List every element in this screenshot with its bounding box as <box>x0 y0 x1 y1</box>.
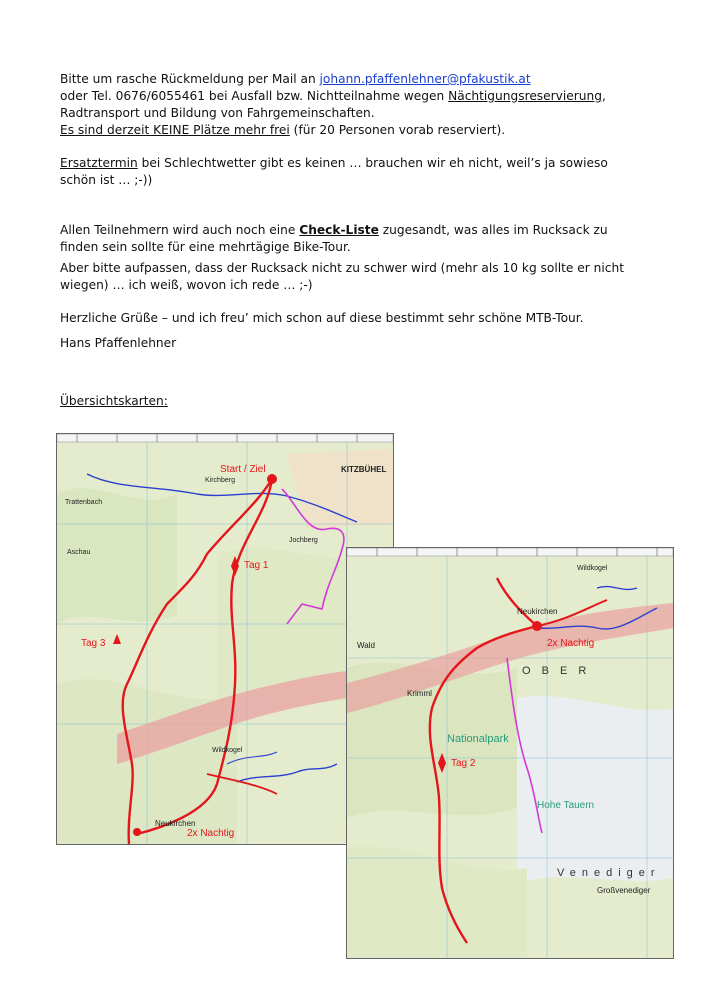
overnight-label-2: 2x Nachtig <box>547 638 595 649</box>
overnight-label: 2x Nachtig <box>187 828 235 839</box>
overnight-marker-2 <box>532 621 542 631</box>
phone-line: oder Tel. 0676/6055461 bei Ausfall bzw. Nichtteilnahme wegen Nächtigungsreservierung, <box>60 89 606 103</box>
grossvenediger-label: Großvenediger <box>597 886 651 895</box>
backup-date-line: Ersatztermin bei Schlechtwetter gibt es keinen … brauchen wir eh nicht, weil’s ja sowieso <box>60 156 608 170</box>
section-heading: Übersichtskarten: <box>60 394 168 408</box>
aschau-label: Aschau <box>67 549 91 556</box>
neukirchen-label: Neukirchen <box>155 819 196 828</box>
start-marker <box>267 474 277 484</box>
transport-line: Radtransport und Bildung von Fahrgemeinschaften. <box>60 106 375 120</box>
overview-map-1 <box>56 433 394 845</box>
jochberg-label: Jochberg <box>289 537 318 544</box>
contact-text: Bitte um rasche Rückmeldung per Mail an <box>60 72 320 86</box>
email-link[interactable]: johann.pfaffenlehner@pfakustik.at <box>319 72 531 86</box>
tag1-label: Tag 1 <box>244 560 269 571</box>
signature: Hans Pfaffenlehner <box>60 336 177 350</box>
backpack-line-2: wiegen) … ich weiß, wovon ich rede … ;-) <box>60 278 313 292</box>
ober-label: O B E R <box>522 665 591 677</box>
backup-date-label: Ersatztermin <box>60 156 138 170</box>
tag2-label: Tag 2 <box>451 758 476 769</box>
greeting-line: Herzliche Grüße – und ich freu’ mich schon auf diese bestimmt sehr schöne MTB-Tour. <box>60 311 584 325</box>
backpack-line: Aber bitte aufpassen, dass der Rucksack nicht zu schwer wird (mehr als 10 kg sollte er nicht <box>60 261 624 275</box>
hohe-tauern-label: Hohe Tauern <box>537 800 595 811</box>
no-places-text: Es sind derzeit KEINE Plätze mehr frei <box>60 123 290 137</box>
neukirchen-label-2: Neukirchen <box>517 607 558 616</box>
phone-text: oder Tel. 0676/6055461 bei Ausfall bzw. Nichtteilnahme wegen <box>60 89 449 103</box>
overview-map-2 <box>346 547 674 959</box>
trattenbach-label: Trattenbach <box>65 499 103 506</box>
kitzbuehel-label: KITZBÜHEL <box>341 465 387 474</box>
weather-joke-line: schön ist … ;-)) <box>60 173 153 187</box>
map-2-canvas <box>347 548 673 958</box>
bike-tour-line: finden sein sollte für eine mehrtägige Bike-Tour. <box>60 240 351 254</box>
krimml-label: Krimml <box>407 689 432 698</box>
tag3-label: Tag 3 <box>81 638 106 649</box>
start-label: Start / Ziel <box>220 464 266 475</box>
overnight-marker <box>133 828 141 836</box>
contact-line <box>60 71 531 88</box>
nationalpark-label: Nationalpark <box>447 733 509 745</box>
reservation-link: Nächtigungsreservierung <box>448 89 602 103</box>
map-1-canvas <box>57 434 393 844</box>
checklist-label: Check-Liste <box>299 223 379 237</box>
wildkogel-label-2: Wildkogel <box>577 565 608 572</box>
wald-label: Wald <box>357 641 375 650</box>
wildkogel-label: Wildkogel <box>212 747 243 754</box>
availability-line: Es sind derzeit KEINE Plätze mehr frei (für 20 Personen vorab reserviert). <box>60 123 506 137</box>
kirchberg-label: Kirchberg <box>205 477 235 484</box>
checklist-line: Allen Teilnehmern wird auch noch eine Check-Liste zugesandt, was alles im Rucksack zu <box>60 223 608 237</box>
venediger-label: Venediger <box>557 867 661 879</box>
